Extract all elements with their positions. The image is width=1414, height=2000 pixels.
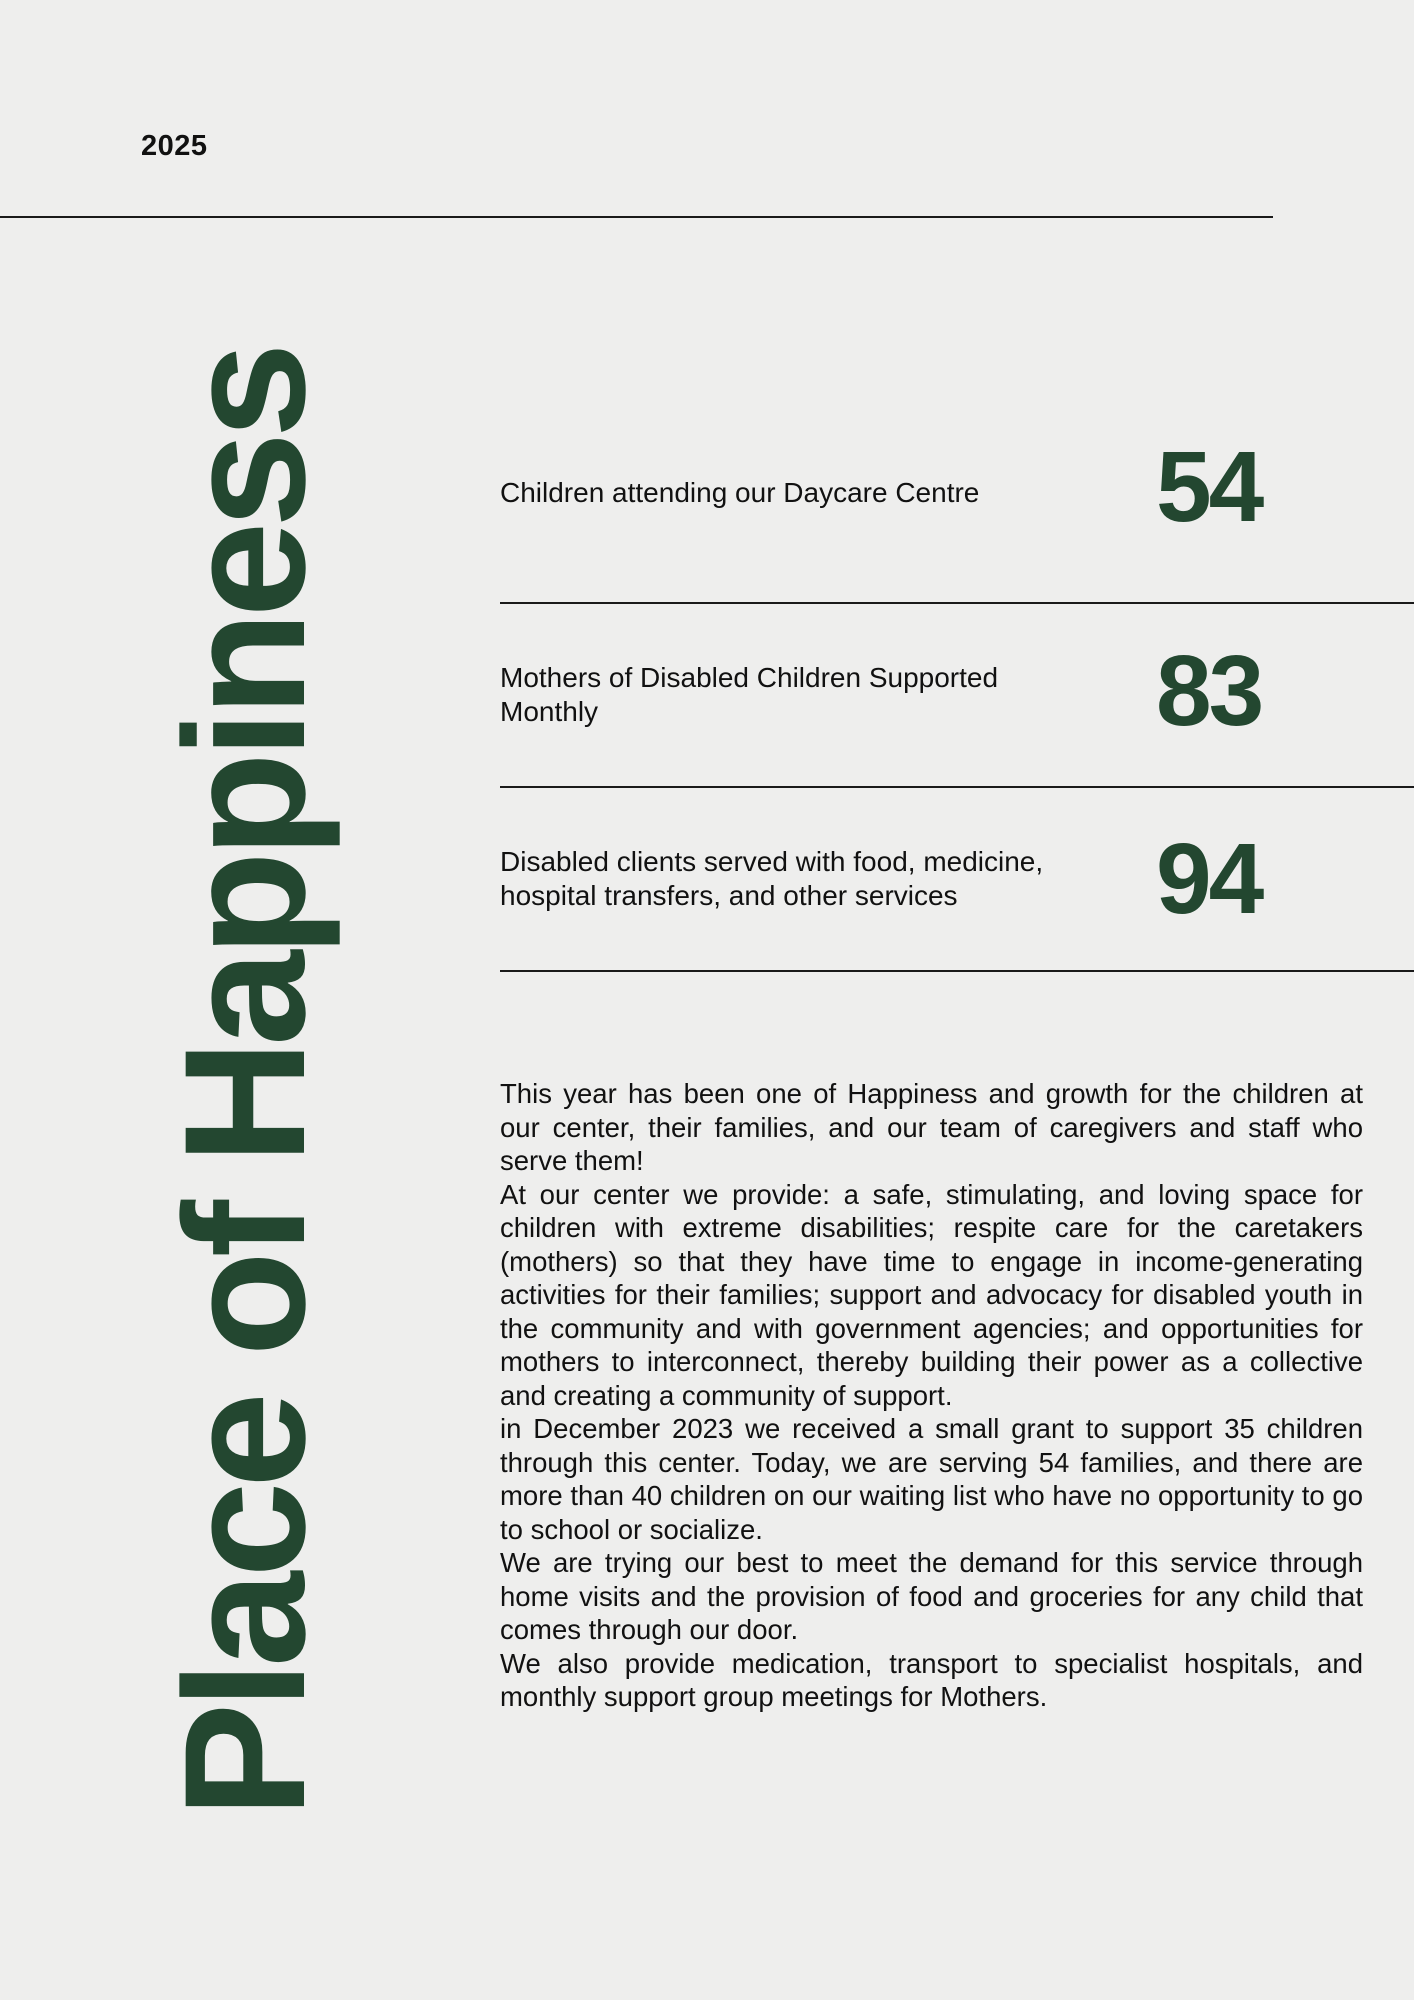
stat-value: 83 xyxy=(1156,635,1262,748)
body-paragraph: This year has been one of Happiness and growth for the children at our center, their families, and our team of caregivers and staff who serve them! xyxy=(500,1078,1363,1176)
stat-row-mothers-supported xyxy=(500,604,1414,788)
page-title: Place of Happiness xyxy=(149,348,341,1818)
body-paragraph: in December 2023 we received a small grant to support 35 children through this center. Today, we are serving 54 families, and there are more than 40 children on our waiting list who have no opportunity to go to school or socialize. xyxy=(500,1413,1363,1545)
stat-value: 54 xyxy=(1156,431,1262,544)
stat-row-clients-served xyxy=(500,788,1414,972)
stats-list xyxy=(500,420,1414,972)
report-body xyxy=(500,1077,1363,1714)
year-label: 2025 xyxy=(141,130,208,162)
stat-label: Children attending our Daycare Centre xyxy=(500,476,980,508)
header-divider xyxy=(0,216,1273,218)
stat-label: Mothers of Disabled Children Supported Monthly xyxy=(500,662,999,727)
stat-value: 94 xyxy=(1156,823,1262,935)
body-paragraph: At our center we provide: a safe, stimulating, and loving space for children with extreme disabilities; respite care for the caretakers (mothers) so that they have time to engage in income-generating activities for their families; support and advocacy for disabled youth in the community and with government agencies; and opportunities for mothers to interconnect, thereby building their power as a collective and creating a community of support. xyxy=(500,1178,1363,1411)
body-paragraph: We also provide medication, transport to specialist hospitals, and monthly support group meetings for Mothers. xyxy=(500,1647,1363,1712)
stat-label: Disabled clients served with food, medicine, hospital transfers, and other services xyxy=(500,846,1044,911)
body-paragraph: We are trying our best to meet the demand for this service through home visits and the provision of food and groceries for any child that comes through our door. xyxy=(500,1547,1363,1645)
stat-row-daycare-children xyxy=(500,420,1414,604)
